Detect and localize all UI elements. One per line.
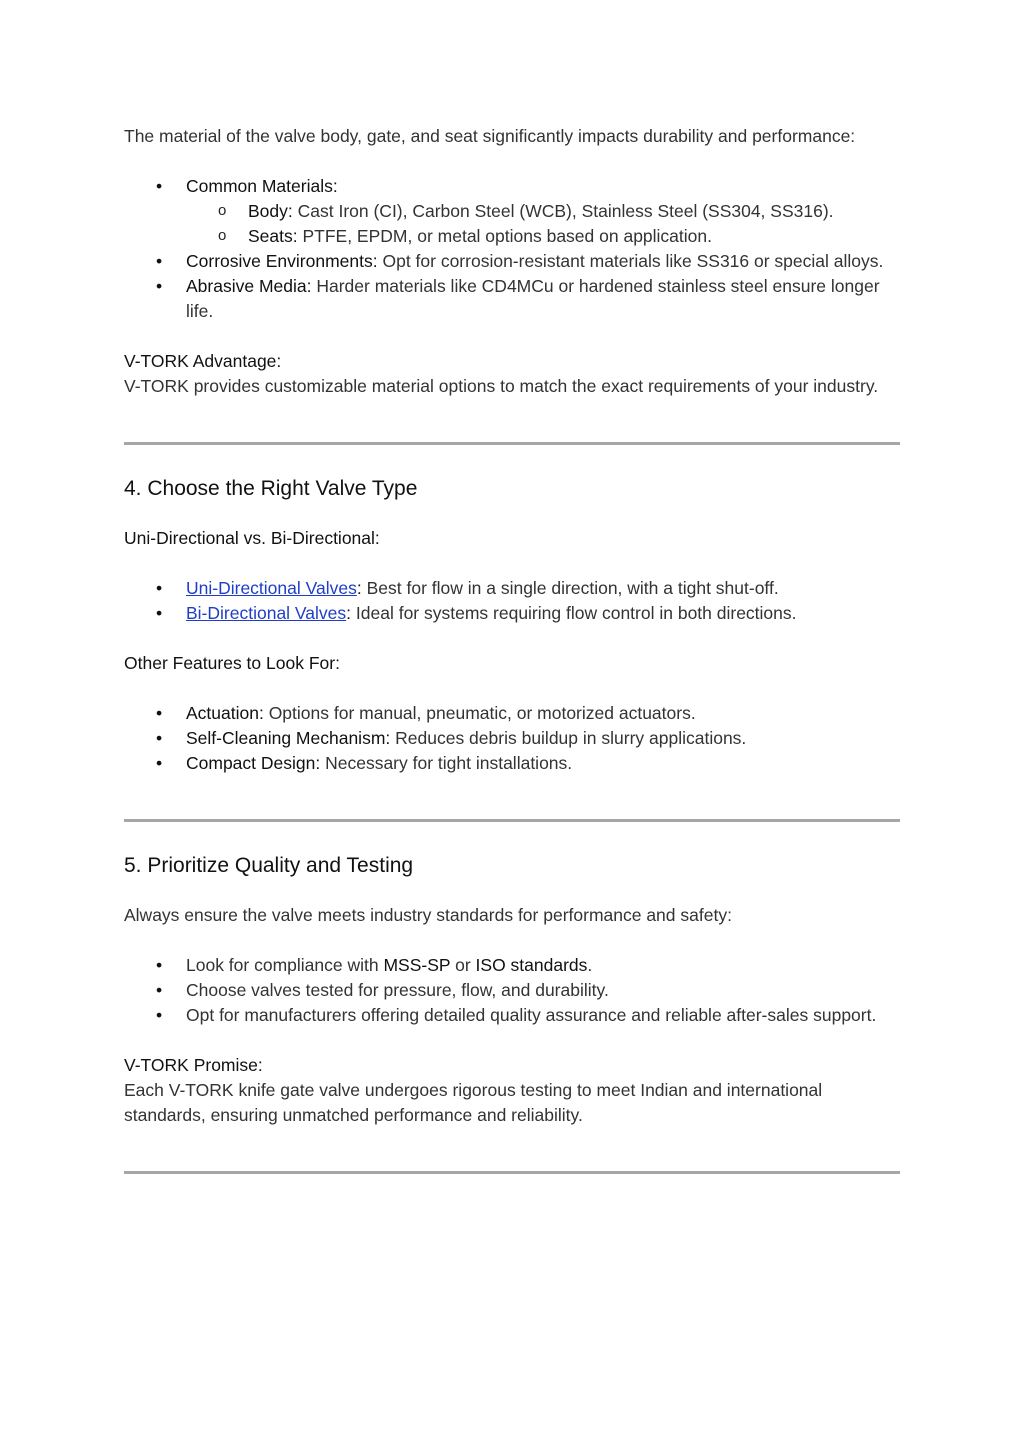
section5-heading: 5. Prioritize Quality and Testing <box>124 854 414 877</box>
promise-label: V-TORK Promise: <box>124 1055 263 1075</box>
compact-text: Necessary for tight installations. <box>320 753 573 773</box>
list-item-actuation <box>124 701 900 726</box>
list-item-common-materials <box>124 174 900 249</box>
section5-intro: Always ensure the valve meets industry standards for performance and safety: <box>124 905 732 925</box>
list-item-abrasive <box>124 274 900 324</box>
self-cleaning-label: Self-Cleaning Mechanism: <box>186 728 391 748</box>
document-content <box>124 124 900 1174</box>
compact-label: Compact Design: <box>186 753 321 773</box>
mss-sp-text: MSS-SP <box>383 955 451 975</box>
section-divider <box>124 1171 900 1174</box>
period-text: . <box>587 955 593 975</box>
list-item-self-cleaning <box>124 726 900 751</box>
uni-text: Best for flow in a single direction, with a tight shut-off. <box>361 578 779 598</box>
body-text: Cast Iron (CI), Carbon Steel (WCB), Stainless Steel (SS304, SS316). <box>292 201 834 221</box>
uni-directional-link[interactable]: Uni-Directional Valves <box>186 578 357 598</box>
list-item-uni <box>124 576 900 601</box>
body-label: Body: <box>248 201 293 221</box>
common-materials-sublist <box>186 199 900 249</box>
tested-text: Choose valves tested for pressure, flow, and durability. <box>186 980 609 1000</box>
seats-label: Seats: <box>248 226 298 246</box>
compliance-text: Look for compliance with <box>186 955 384 975</box>
common-materials-label: Common Materials: <box>186 176 338 196</box>
bi-colon: : <box>346 603 352 623</box>
section4-subheading-features: Other Features to Look For: <box>124 653 340 673</box>
section4-subheading-directional: Uni-Directional vs. Bi-Directional: <box>124 528 380 548</box>
section4-heading: 4. Choose the Right Valve Type <box>124 477 418 500</box>
uni-colon: : <box>356 578 362 598</box>
directional-list <box>124 576 900 626</box>
quality-list <box>124 953 900 1028</box>
actuation-text: Options for manual, pneumatic, or motorized actuators. <box>263 703 696 723</box>
advantage-label: V-TORK Advantage: <box>124 351 282 371</box>
abrasive-label: Abrasive Media: <box>186 276 312 296</box>
sublist-item-body <box>124 199 900 224</box>
list-item-tested <box>124 978 900 1003</box>
bi-text: Ideal for systems requiring flow control in both directions. <box>351 603 797 623</box>
list-item-corrosive <box>124 249 900 274</box>
list-item-bi <box>124 601 900 626</box>
bi-directional-link[interactable]: Bi-Directional Valves <box>186 603 347 623</box>
seats-text: PTFE, EPDM, or metal options based on application. <box>297 226 712 246</box>
actuation-label: Actuation: <box>186 703 264 723</box>
materials-intro: The material of the valve body, gate, and seat significantly impacts durability and performance: <box>124 126 856 146</box>
iso-standards-text: ISO standards <box>475 955 588 975</box>
corrosive-label: Corrosive Environments: <box>186 251 378 271</box>
sublist-item-seats <box>124 224 900 249</box>
self-cleaning-text: Reduces debris buildup in slurry applications. <box>390 728 747 748</box>
abrasive-text: Harder materials like CD4MCu or hardened stainless steel ensure longer life. <box>186 276 880 321</box>
or-text: or <box>450 955 476 975</box>
corrosive-text: Opt for corrosion-resistant materials like SS316 or special alloys. <box>377 251 884 271</box>
list-item-compliance <box>124 953 900 978</box>
advantage-text: V-TORK provides customizable material options to match the exact requirements of your industry. <box>124 376 879 396</box>
list-item-manufacturers <box>124 1003 900 1028</box>
features-list <box>124 701 900 776</box>
list-item-compact <box>124 751 900 776</box>
materials-list <box>124 174 900 324</box>
promise-text: Each V-TORK knife gate valve undergoes rigorous testing to meet Indian and international standards, ensuring unmatched performance and reliability. <box>124 1080 823 1125</box>
manufacturers-text: Opt for manufacturers offering detailed quality assurance and reliable after-sales support. <box>186 1005 877 1025</box>
